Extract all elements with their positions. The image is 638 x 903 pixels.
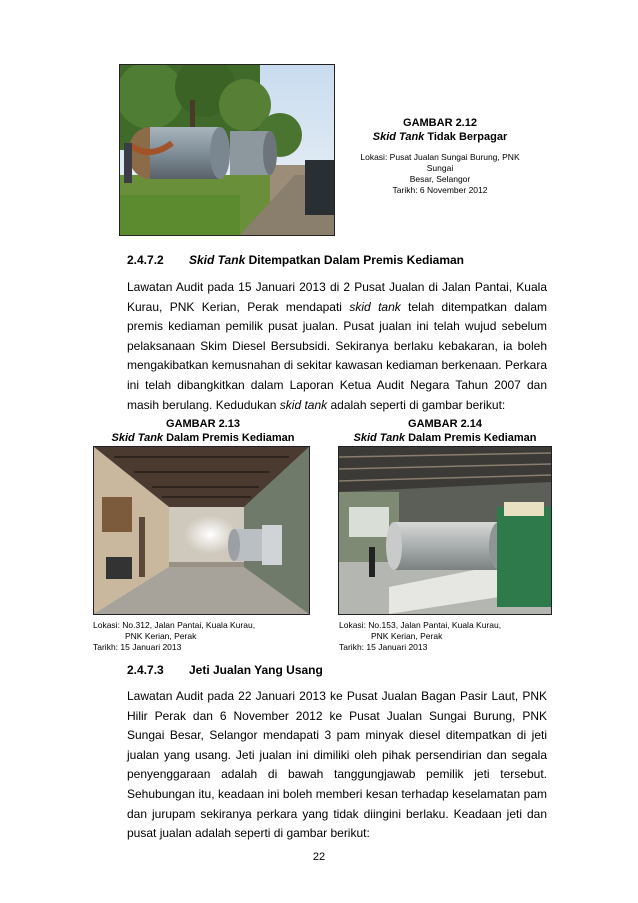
figure-2-12-location	[345, 152, 535, 196]
photo-skid-tank-corridor	[93, 446, 310, 615]
figure-2-14-subtitle-rest: Dalam Premis Kediaman	[405, 432, 537, 444]
section-2472-para-c: adalah seperti di gambar berikut:	[327, 397, 506, 412]
photo-skid-tank-interior-art	[339, 447, 551, 614]
section-2473-number: 2.4.7.3	[127, 663, 164, 677]
section-2473-paragraph	[127, 687, 547, 844]
figure-2-12-title: GAMBAR 2.12	[403, 117, 477, 129]
photo-skid-tank-outdoor-art	[120, 65, 334, 235]
figure-2-14-loc-line2: PNK Kerian, Perak	[371, 631, 443, 641]
photo-skid-tank-corridor-art	[94, 447, 309, 614]
section-2472-heading	[127, 253, 557, 267]
section-2472-para-b: telah ditempatkan dalam premis kediaman pemilik pusat jualan. Pusat jualan ini telah wujud sebelum pelaksanaan Skim Diesel Bersubsidi. Sekiranya berlaku kebakaran, ia boleh mengakibatkan kemusnahan di sekitar kawasan kediaman berkenaan. Perkara ini telah dibangkitkan dalam Laporan Ketua Audit Negara Tahun 2007 dan masih berulang. Kedudukan	[127, 299, 547, 412]
figure-2-13-title: GAMBAR 2.13	[166, 418, 240, 430]
figure-2-12-subtitle-rest: Tidak Berpagar	[424, 131, 508, 143]
section-2473-para: Lawatan Audit pada 22 Januari 2013 ke Pusat Jualan Bagan Pasir Laut, PNK Hilir Perak dan 6 November 2012 ke Pusat Jualan Sungai Burung, PNK Sungai Besar, Selangor mendapati 3 pam minyak diesel ditempatkan di jeti jualan yang usang. Jeti jualan ini dimiliki oleh pihak persendirian dan segala penyenggaraan adalah di bawah tanggungjawab pemilik jeti tersebut. Sehubungan itu, keadaan ini boleh memberi kesan terhadap keselamatan pam dan jurupam sekiranya perkara yang tidak diingini berlaku. Keadaan jeti dan pusat jualan adalah seperti di gambar berikut:	[127, 689, 547, 841]
figure-2-13-subtitle	[98, 431, 308, 445]
figure-2-12-loc-line2: Sungai	[426, 163, 454, 173]
figure-2-14-loc-line1: Lokasi: No.153, Jalan Pantai, Kuala Kurau,	[339, 620, 502, 630]
section-2472-number: 2.4.7.2	[127, 253, 164, 267]
figure-2-13-location	[93, 620, 313, 653]
page-number: 22	[312, 851, 326, 863]
section-2472-para-em2: skid tank	[279, 397, 328, 412]
figure-2-14-loc-line3: Tarikh: 15 Januari 2013	[339, 642, 428, 652]
figure-2-12-loc-line3: Besar, Selangor	[409, 174, 471, 184]
figure-2-13-loc-line2: PNK Kerian, Perak	[125, 631, 197, 641]
section-2472-title-rest: Ditempatkan Dalam Premis Kediaman	[245, 253, 464, 267]
section-2472-paragraph	[127, 278, 547, 415]
figure-2-14-caption	[340, 417, 550, 445]
photo-skid-tank-outdoor	[119, 64, 335, 236]
figure-2-13-subtitle-rest: Dalam Premis Kediaman	[163, 432, 295, 444]
figure-2-12-subtitle-em: Skid Tank	[372, 131, 425, 143]
photo-skid-tank-interior	[338, 446, 552, 615]
figure-2-12-loc-line4: Tarikh: 6 November 2012	[392, 185, 488, 195]
figure-2-14-location	[339, 620, 559, 653]
figure-2-12-caption	[345, 116, 535, 196]
section-2473-heading	[127, 663, 557, 677]
figure-2-12-loc-line1: Lokasi: Pusat Jualan Sungai Burung, PNK	[360, 152, 520, 162]
figure-2-14-title: GAMBAR 2.14	[408, 418, 482, 430]
figure-2-13-loc-line1: Lokasi: No.312, Jalan Pantai, Kuala Kurau,	[93, 620, 256, 630]
section-2473-title: Jeti Jualan Yang Usang	[189, 663, 323, 677]
section-2472-para-em1: skid tank	[349, 299, 401, 314]
figure-2-12-subtitle	[345, 130, 535, 144]
figure-2-13-caption	[98, 417, 308, 445]
section-2472-para-a: Lawatan Audit pada 15 Januari 2013 di 2 Pusat Jualan di Jalan Pantai, Kuala Kurau, PNK Kerian, Perak mendapati	[127, 280, 547, 314]
figure-2-14-subtitle	[340, 431, 550, 445]
figure-2-13-loc-line3: Tarikh: 15 Januari 2013	[93, 642, 182, 652]
figure-2-14-subtitle-em: Skid Tank	[353, 432, 406, 444]
figure-2-13-subtitle-em: Skid Tank	[111, 432, 164, 444]
section-2472-title-em: Skid Tank	[189, 253, 246, 267]
